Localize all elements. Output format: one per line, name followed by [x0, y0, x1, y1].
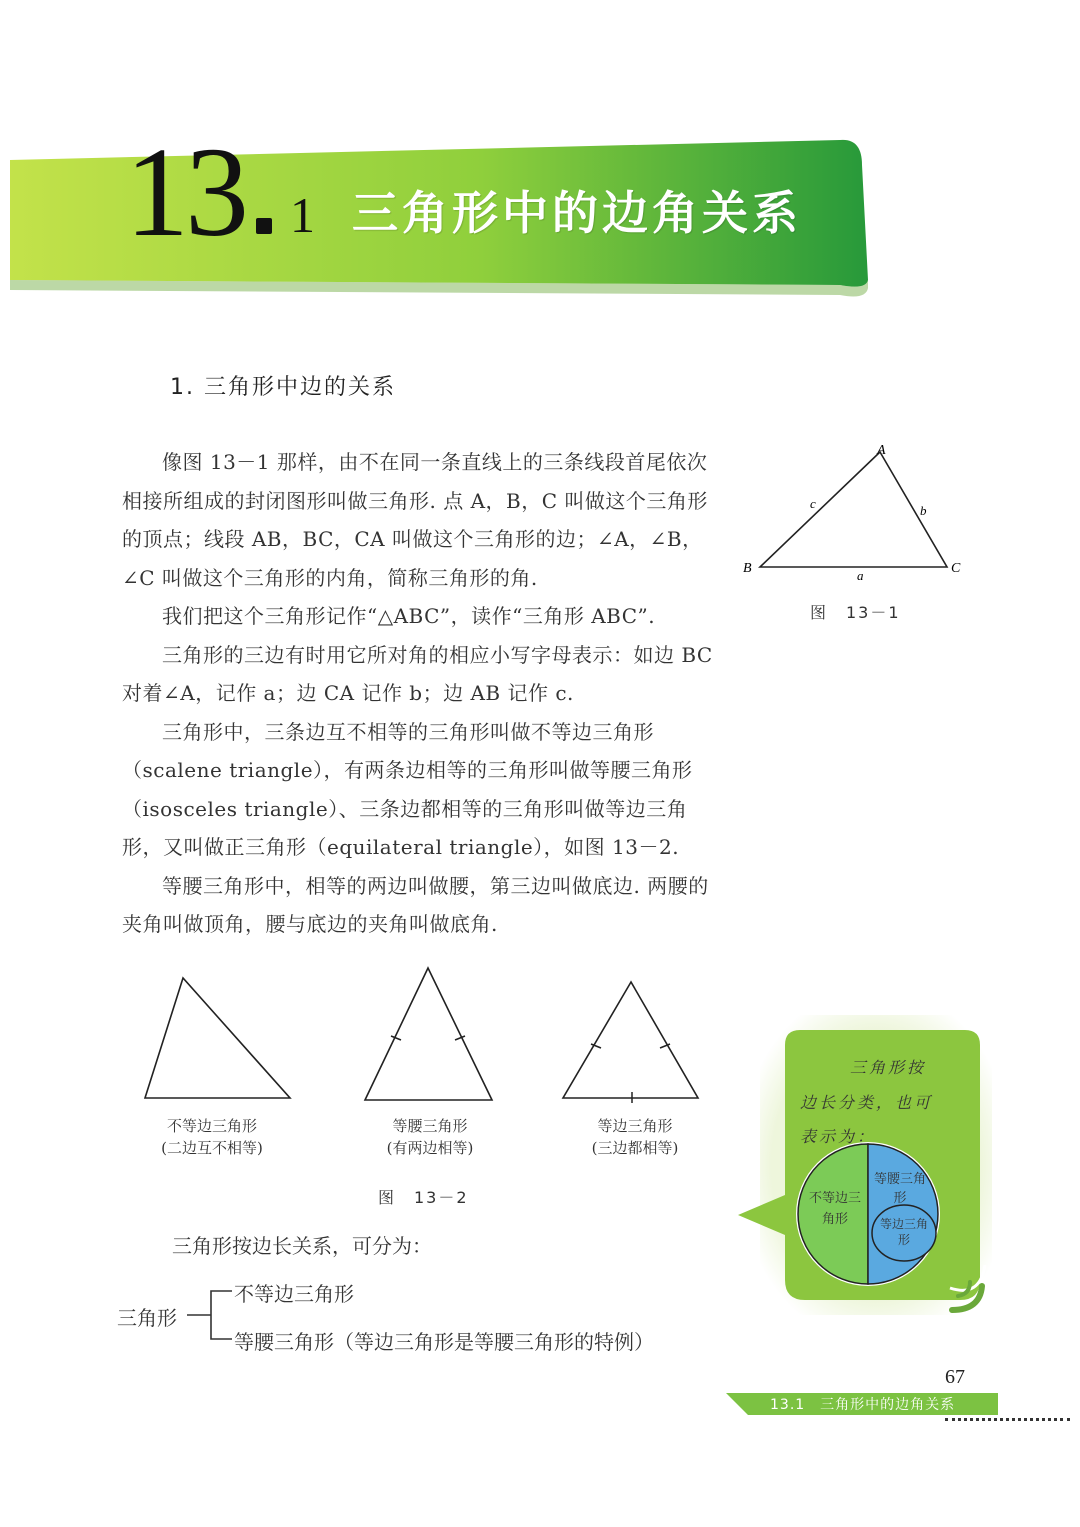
classification-bracket: [185, 1285, 235, 1345]
sidebar-diagram-left: 不等边三角形: [808, 1191, 861, 1227]
footer-text: 13.1 三角形中的边角关系: [770, 1397, 956, 1413]
classification-intro: 三角形按边长关系，可分为：: [172, 1234, 432, 1258]
paragraph-5: 等腰三角形中，相等的两边叫做腰，第三边叫做底边. 两腰的夹角叫做顶角，腰与底边的夹角叫做底角.: [122, 873, 709, 936]
sidebar-diagram-right: 等腰三角形: [873, 1172, 926, 1206]
paragraph-2: 我们把这个三角形记作“△ABC”，读作“三角形 ABC”.: [162, 604, 656, 628]
classification-branch-1: 不等边三角形: [234, 1282, 354, 1306]
classification-root: 三角形: [117, 1306, 177, 1330]
footer-dots: [945, 1418, 1070, 1421]
chapter-title: 三角形中的边角关系: [352, 186, 802, 240]
chapter-number: 13: [125, 121, 245, 263]
vertex-a-label: A: [877, 443, 886, 458]
isosceles-note: (有两边相等): [386, 1139, 474, 1157]
equilateral-label: [545, 1115, 725, 1159]
section-heading: 1. 三角形中边的关系: [170, 375, 396, 400]
equilateral-triangle: [563, 982, 698, 1098]
paragraph-4: 三角形中，三条边互不相等的三角形叫做不等边三角形（scalene triangle），有两条边相等的三角形叫做等腰三角形（isosceles triangle）、三条边都相等的三角形叫做等边三角形，又叫做正三角形（equilateral triangle），如图 13－2.: [122, 719, 693, 859]
side-c-label: c: [810, 496, 816, 511]
figure-13-2-caption: 图 13－2: [378, 1188, 469, 1207]
scalene-triangle: [145, 978, 290, 1098]
classification-branch-2: 等腰三角形（等边三角形是等腰三角形的特例）: [234, 1330, 654, 1354]
side-a-label: a: [857, 568, 864, 580]
sidebar-text-3: 表示为：: [800, 1127, 877, 1146]
figure-13-2: [135, 960, 715, 1105]
sidebar-diagram-inner: 等边三角形: [879, 1217, 928, 1247]
vertex-c-label: C: [951, 561, 961, 576]
isosceles-label: [340, 1115, 520, 1159]
scalene-note: (二边互不相等): [161, 1139, 263, 1157]
paragraph-1: 像图 13－1 那样，由不在同一条直线上的三条线段首尾依次相接所组成的封闭图形叫做三角形. 点 A，B，C 叫做这个三角形的顶点；线段 AB，BC，CA 叫做这个三角形的边；∠A，∠B，∠C 叫做这个三角形的内角，简称三角形的角.: [122, 450, 708, 590]
body-text: [122, 443, 722, 944]
sidebar-text-1: 三角形按: [850, 1058, 927, 1077]
paragraph-3: 三角形的三边有时用它所对角的相应小写字母表示：如边 BC 对着∠A，记作 a；边 CA 记作 b；边 AB 记作 c.: [122, 642, 713, 705]
figure-13-1-caption: 图 13－1: [810, 603, 901, 622]
isosceles-name: 等腰三角形: [392, 1117, 468, 1135]
isosceles-triangle: [365, 968, 492, 1100]
side-b-label: b: [920, 503, 927, 518]
vertex-b-label: B: [743, 561, 752, 576]
equilateral-note: (三边都相等): [591, 1139, 679, 1157]
scalene-label: [122, 1115, 302, 1159]
chapter-subnumber: 1: [290, 187, 315, 243]
chapter-dot: [256, 218, 272, 234]
scalene-name: 不等边三角形: [166, 1117, 257, 1135]
figure-13-1: [735, 440, 975, 580]
sidebar-text-2: 边长分类，也可: [800, 1093, 934, 1112]
equilateral-name: 等边三角形: [597, 1117, 673, 1135]
page-number: 67: [945, 1366, 965, 1388]
